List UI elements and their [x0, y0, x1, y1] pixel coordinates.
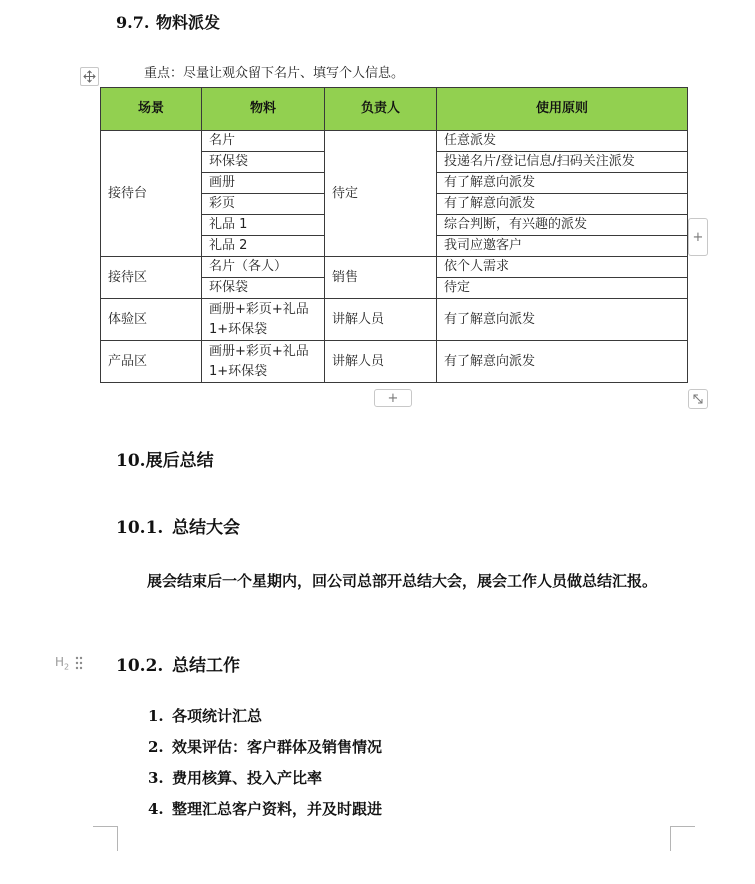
material-cell[interactable]: 画册+彩页+礼品 1+环保袋	[202, 299, 325, 341]
list-item	[148, 704, 382, 735]
material-cell[interactable]: 彩页	[202, 194, 325, 215]
owner-cell[interactable]: 讲解人员	[325, 341, 437, 383]
principle-cell[interactable]: 投递名片/登记信息/扫码关注派发	[437, 152, 688, 173]
table-row	[101, 131, 688, 152]
section-number: 9.7.	[116, 13, 150, 32]
list-item	[148, 735, 382, 766]
material-cell[interactable]: 名片	[202, 131, 325, 152]
resize-diagonal-icon	[692, 393, 704, 405]
scene-cell[interactable]: 体验区	[101, 299, 202, 341]
list-text: 各项统计汇总	[172, 707, 263, 725]
table-row	[101, 341, 688, 383]
section-heading-10-2	[116, 651, 240, 676]
list-number: 2.	[148, 738, 164, 756]
section-title: 总结大会	[172, 518, 240, 538]
material-cell[interactable]: 环保袋	[202, 278, 325, 299]
material-cell[interactable]: 礼品 1	[202, 215, 325, 236]
list-text: 费用核算、投入产比率	[172, 769, 323, 787]
list-item	[148, 797, 382, 828]
list-number: 1.	[148, 707, 164, 725]
principle-cell[interactable]: 综合判断，有兴趣的派发	[437, 215, 688, 236]
material-cell[interactable]: 名片（各人）	[202, 257, 325, 278]
list-number: 4.	[148, 800, 164, 818]
note-text: 重点：尽量让观众留下名片、填写个人信息。	[144, 66, 405, 81]
header-cell-material[interactable]: 物料	[202, 88, 325, 131]
principle-cell[interactable]: 任意派发	[437, 131, 688, 152]
section-title: 展后总结	[145, 451, 214, 471]
add-column-button[interactable]: +	[688, 218, 708, 256]
materials-table[interactable]	[100, 87, 688, 383]
owner-cell[interactable]: 待定	[325, 131, 437, 257]
section-title: 物料派发	[156, 13, 221, 32]
page-margin-corner-right	[670, 826, 695, 851]
table-row	[101, 299, 688, 341]
material-cell[interactable]: 画册+彩页+礼品 1+环保袋	[202, 341, 325, 383]
principle-cell[interactable]: 待定	[437, 278, 688, 299]
list-item	[148, 766, 382, 797]
scene-cell[interactable]: 接待区	[101, 257, 202, 299]
material-cell[interactable]: 环保袋	[202, 152, 325, 173]
section-title: 总结工作	[172, 656, 240, 676]
table-row	[101, 257, 688, 278]
summary-work-list	[148, 704, 382, 828]
drag-dots-icon	[75, 656, 83, 670]
heading-level-marker[interactable]	[55, 655, 69, 671]
add-row-button[interactable]: +	[374, 389, 412, 407]
header-cell-principle[interactable]: 使用原则	[437, 88, 688, 131]
scene-cell[interactable]: 产品区	[101, 341, 202, 383]
list-number: 3.	[148, 769, 164, 787]
section-number: 10.1.	[116, 518, 164, 538]
list-text: 效果评估：客户群体及销售情况	[172, 738, 383, 756]
page-margin-corner-left	[93, 826, 118, 851]
list-text: 整理汇总客户资料，并及时跟进	[172, 800, 383, 818]
owner-cell[interactable]: 销售	[325, 257, 437, 299]
table-move-handle[interactable]	[80, 67, 99, 86]
section-number: 10.	[116, 451, 146, 471]
material-cell[interactable]: 礼品 2	[202, 236, 325, 257]
principle-cell[interactable]: 有了解意向派发	[437, 341, 688, 383]
move-arrows-icon	[83, 70, 96, 83]
header-cell-scene[interactable]: 场景	[101, 88, 202, 131]
section-heading-9-7	[116, 10, 220, 33]
table-resize-handle[interactable]	[688, 389, 708, 409]
principle-cell[interactable]: 依个人需求	[437, 257, 688, 278]
principle-cell[interactable]: 有了解意向派发	[437, 194, 688, 215]
principle-cell[interactable]: 我司应邀客户	[437, 236, 688, 257]
heading-marker-letter: H	[55, 655, 65, 669]
summary-paragraph: 展会结束后一个星期内，回公司总部开总结大会，展会工作人员做总结汇报。	[147, 572, 658, 590]
owner-cell[interactable]: 讲解人员	[325, 299, 437, 341]
section-heading-10	[116, 446, 214, 471]
principle-cell[interactable]: 有了解意向派发	[437, 299, 688, 341]
material-cell[interactable]: 画册	[202, 173, 325, 194]
table-header-row	[101, 88, 688, 131]
heading-marker-level: 2	[64, 662, 70, 672]
section-number: 10.2.	[116, 656, 164, 676]
scene-cell[interactable]: 接待台	[101, 131, 202, 257]
principle-cell[interactable]: 有了解意向派发	[437, 173, 688, 194]
block-drag-handle[interactable]	[75, 655, 83, 674]
section-heading-10-1	[116, 513, 240, 538]
header-cell-owner[interactable]: 负责人	[325, 88, 437, 131]
